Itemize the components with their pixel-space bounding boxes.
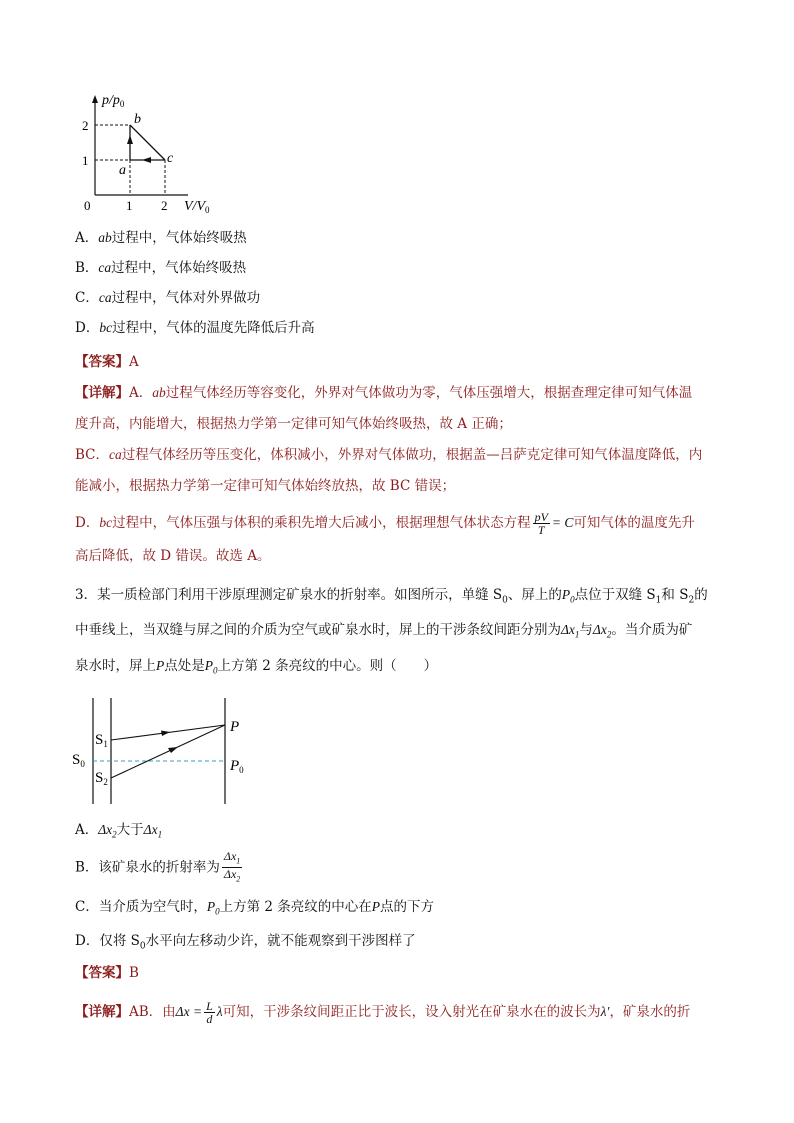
point-b: b bbox=[134, 112, 141, 127]
q3-stem-line1: 3．某一质检部门利用干涉原理测定矿泉水的折射率。如图所示，单缝 $S_0$、屏上的$P_0$点位于双缝 $S_1$和 $S_2$的 bbox=[75, 587, 708, 606]
q2-option-b: B．ca过程中，气体始终吸热 bbox=[75, 260, 247, 276]
q2-option-a: A．ab过程中，气体始终吸热 bbox=[75, 230, 247, 246]
q3-option-d: D．仅将 $S_0$水平向左移动少许，就不能观察到干涉图样了 bbox=[75, 933, 416, 952]
label-p: P bbox=[230, 719, 240, 735]
point-c: c bbox=[167, 151, 174, 166]
q2-detail-line6: 高后降低，故 D 错误。故选 A。 bbox=[75, 548, 271, 564]
label-s0: $S_0$ bbox=[72, 752, 85, 769]
q3-stem-line2: 中垂线上，当双缝与屏之间的介质为空气或矿泉水时，屏上的干涉条纹间距分别为$\Delta x_1$与$\Delta x_2$。当介质为矿 bbox=[75, 622, 693, 640]
origin-label: 0 bbox=[84, 198, 91, 213]
q2-detail-line2: 度升高，内能增大，根据热力学第一定律可知气体始终吸热，故 A 正确； bbox=[75, 416, 512, 432]
q3-option-a: A．$\Delta x_2$大于$\Delta x_1$ bbox=[75, 822, 163, 840]
x-tick-2: 2 bbox=[161, 198, 168, 213]
q3-stem-line3: 泉水时，屏上P点处是$P_0$上方第 2 条亮纹的中心。则（ ） bbox=[75, 658, 438, 676]
y-tick-2: 2 bbox=[82, 118, 89, 133]
double-slit-diagram bbox=[70, 692, 260, 810]
y-axis-label: $p/p_0$ bbox=[102, 93, 125, 109]
pv-diagram bbox=[78, 90, 228, 220]
point-a: a bbox=[119, 163, 126, 178]
label-p0: $P_0$ bbox=[230, 758, 244, 775]
x-tick-1: 1 bbox=[126, 198, 133, 213]
y-tick-1: 1 bbox=[82, 153, 89, 168]
q3-detail-line1: 【详解】AB．由Δx = $\frac{L}{d}$ λ可知，干涉条纹间距正比于波长，设入射光在矿泉水在的波长为λ′，矿泉水的折 bbox=[75, 999, 691, 1026]
q2-option-c: C．ca过程中，气体对外界做功 bbox=[75, 290, 261, 306]
q3-option-b: B．该矿泉水的折射率为 $\frac{\Delta x_1}{\Delta x_2}$ bbox=[75, 849, 241, 884]
process-bc bbox=[130, 125, 165, 160]
y-axis-arrow bbox=[92, 95, 98, 103]
q3-answer: 【答案】B bbox=[75, 965, 139, 981]
label-s1: $S_1$ bbox=[95, 732, 108, 749]
q2-detail-line4: 能减小，根据热力学第一定律可知气体始终放热，故 BC 错误； bbox=[75, 478, 456, 494]
q2-answer: 【答案】A bbox=[75, 354, 139, 370]
q2-detail-line1: 【详解】A．ab过程气体经历等容变化，外界对气体做功为零，气体压强增大，根据查理定律可知气体温 bbox=[75, 385, 693, 401]
q2-detail-line3: BC．ca过程气体经历等压变化，体积减小，外界对气体做功，根据盖—吕萨克定律可知气体温度降低，内 bbox=[75, 447, 703, 463]
q3-option-c: C．当介质为空气时，$P_0$上方第 2 条亮纹的中心在P点的下方 bbox=[75, 899, 435, 917]
q2-option-d: D．bc过程中，气体的温度先降低后升高 bbox=[75, 320, 315, 336]
x-axis-label: $V/V_0$ bbox=[184, 199, 210, 215]
q2-detail-line5: D．bc过程中，气体压强与体积的乘积先增大后减小，根据理想气体状态方程 $\frac{pV}{T}$ = C可知气体的温度先升 bbox=[75, 510, 695, 537]
label-s2: $S_2$ bbox=[95, 770, 108, 787]
